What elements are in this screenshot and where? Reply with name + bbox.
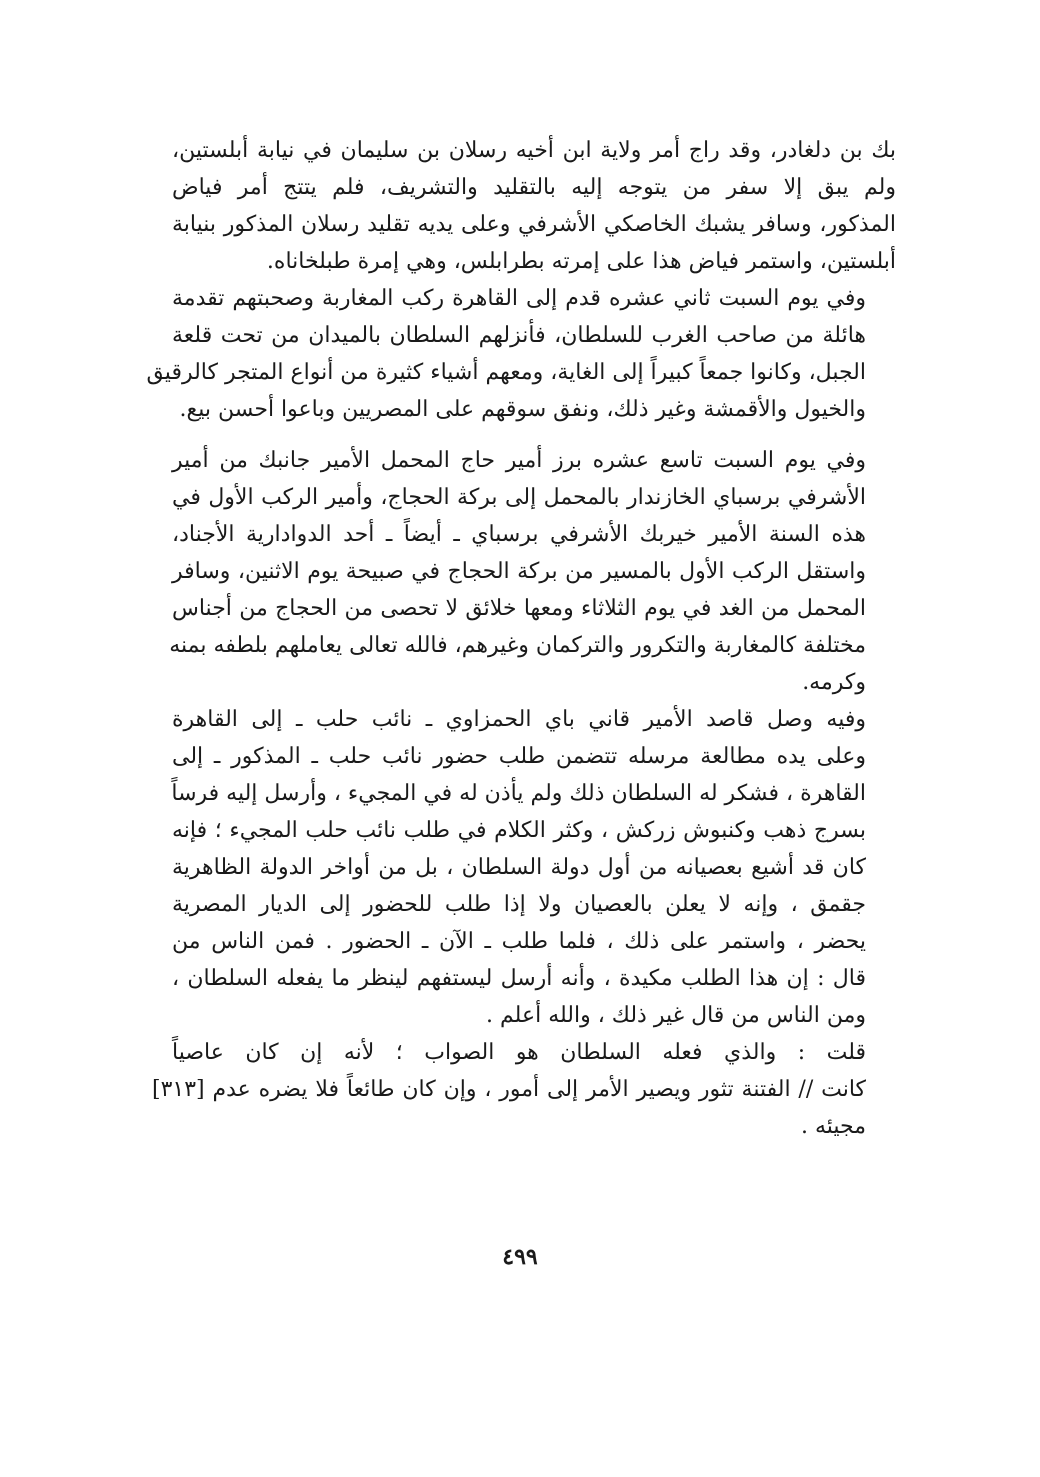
text-line: المذكور، وسافر يشبك الخاصكي الأشرفي وعلى يديه تقليد رسلان المذكور بنيابة	[172, 212, 896, 237]
text-line: وكرمه.	[802, 670, 866, 695]
text-line: قلت : والذي فعله السلطان هو الصواب ؛ لأنه إن كان عاصياً	[172, 1040, 866, 1065]
page-number: ٤٩٩	[502, 1244, 538, 1270]
text-line: ولم يبق إلا سفر من يتوجه إليه بالتقليد والتشريف، فلم يتتج أمر فياض	[172, 175, 896, 200]
text-line: جقمق ، وإنه لا يعلن بالعصيان ولا إذا طلب للحضور إلى الديار المصرية	[172, 892, 866, 917]
body-text	[146, 132, 896, 1145]
text-line: هائلة من صاحب الغرب للسلطان، فأنزلهم السلطان بالميدان من تحت قلعة	[172, 323, 866, 348]
paragraph-2	[146, 280, 896, 428]
paragraph-3	[169, 442, 896, 701]
text-line: بك بن دلغادر، وقد راج أمر ولاية ابن أخيه رسلان بن سليمان في نيابة أبلستين،	[172, 138, 896, 163]
text-line: بسرج ذهب وكنبوش زركش ، وكثر الكلام في طلب نائب حلب المجيء ؛ فإنه	[172, 818, 866, 843]
text-line: ومن الناس من قال غير ذلك ، والله أعلم .	[486, 1003, 866, 1028]
text-line: القاهرة ، فشكر له السلطان ذلك ولم يأذن له في المجيء ، وأرسل إليه فرساً	[171, 781, 866, 806]
text-line: الجبل، وكانوا جمعاً كبيراً إلى الغاية، ومعهم أشياء كثيرة من أنواع المتجر كالرقيق	[146, 360, 866, 385]
text-line: هذه السنة الأمير خيربك الأشرفي برسباي ـ أيضاً ـ أحد الدوادارية الأجناد،	[172, 522, 866, 547]
text-line: واستقل الركب الأول بالمسير من بركة الحجاج في صبيحة يوم الاثنين، وسافر	[172, 559, 866, 584]
text-line: وعلى يده مطالعة مرسله تتضمن طلب حضور نائب حلب ـ المذكور ـ إلى	[172, 744, 866, 769]
paragraph-4	[172, 701, 896, 1034]
text-line: أبلستين، واستمر فياض هذا على إمرته بطرابلس، وهي إمرة طبلخاناه.	[266, 249, 896, 274]
text-line: الأشرفي برسباي الخازندار بالمحمل إلى بركة الحجاج، وأمير الركب الأول في	[172, 485, 866, 510]
paragraph-1	[172, 132, 896, 280]
text-line: يحضر ، واستمر على ذلك ، فلما طلب ـ الآن ـ الحضور . فمن الناس من	[172, 929, 866, 954]
text-line: كان قد أشيع بعصيانه من أول دولة السلطان ، بل من أواخر الدولة الظاهرية	[172, 855, 866, 880]
text-line: وفي يوم السبت تاسع عشره برز أمير حاج المحمل الأمير جانبك من أمير	[172, 448, 866, 473]
text-line-with-folio-marker: كانت // الفتنة تثور ويصير الأمر إلى أمور ، وإن كان طائعاً فلا يضره عدم [٣١٣]	[152, 1077, 866, 1102]
text-line: والخيول والأقمشة وغير ذلك، ونفق سوقهم على المصريين وباعوا أحسن بيع.	[179, 397, 866, 422]
paragraph-5	[152, 1034, 896, 1145]
text-line: قال : إن هذا الطلب مكيدة ، وأنه أرسل ليستفهم لينظر ما يفعله السلطان ،	[172, 966, 866, 991]
text-line: المحمل من الغد في يوم الثلاثاء ومعها خلائق لا تحصى من الحجاج من أجناس	[172, 596, 866, 621]
text-line: وفيه وصل قاصد الأمير قاني باي الحمزاوي ـ نائب حلب ـ إلى القاهرة	[172, 707, 866, 732]
text-line: وفي يوم السبت ثاني عشره قدم إلى القاهرة ركب المغاربة وصحبتهم تقدمة	[172, 286, 866, 311]
text-line: مجيئه .	[800, 1114, 866, 1139]
text-line: مختلفة كالمغاربة والتكرور والتركمان وغيرهم، فالله تعالى يعاملهم بلطفه بمنه	[169, 633, 866, 658]
